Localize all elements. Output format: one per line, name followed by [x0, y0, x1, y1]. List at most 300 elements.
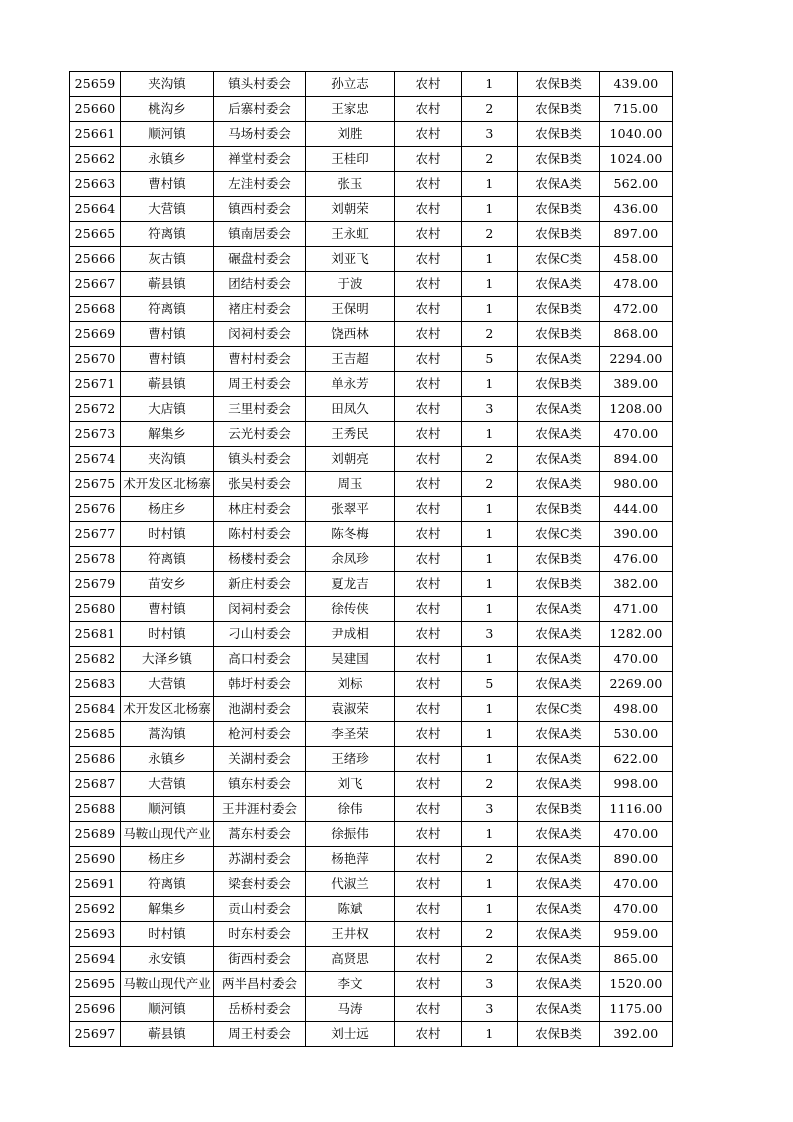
amount-cell: 471.00: [600, 597, 673, 622]
category-cell: 农保A类: [518, 597, 600, 622]
amount-cell: 476.00: [600, 547, 673, 572]
name-cell: 刘亚飞: [306, 247, 395, 272]
village-committee-cell: 镇头村委会: [214, 447, 306, 472]
amount-cell: 1040.00: [600, 122, 673, 147]
amount-cell: 458.00: [600, 247, 673, 272]
village-committee-cell: 池湖村委会: [214, 697, 306, 722]
area-type-cell: 农村: [395, 147, 462, 172]
category-cell: 农保A类: [518, 922, 600, 947]
household-count-cell: 1: [462, 722, 518, 747]
amount-cell: 1208.00: [600, 397, 673, 422]
name-cell: 王吉超: [306, 347, 395, 372]
town-cell: 马鞍山现代产业: [121, 972, 214, 997]
household-count-cell: 3: [462, 397, 518, 422]
town-cell: 符离镇: [121, 297, 214, 322]
town-cell: 大营镇: [121, 197, 214, 222]
area-type-cell: 农村: [395, 547, 462, 572]
table-row: [70, 347, 673, 372]
table-row: [70, 297, 673, 322]
household-count-cell: 1: [462, 247, 518, 272]
amount-cell: 436.00: [600, 197, 673, 222]
name-cell: 周玉: [306, 472, 395, 497]
record-id-cell: 25674: [70, 447, 121, 472]
area-type-cell: 农村: [395, 247, 462, 272]
amount-cell: 389.00: [600, 372, 673, 397]
table-row: [70, 522, 673, 547]
amount-cell: 530.00: [600, 722, 673, 747]
table-row: [70, 947, 673, 972]
amount-cell: 894.00: [600, 447, 673, 472]
village-committee-cell: 马场村委会: [214, 122, 306, 147]
household-count-cell: 3: [462, 972, 518, 997]
name-cell: 吴建国: [306, 647, 395, 672]
town-cell: 桃沟乡: [121, 97, 214, 122]
table-row: [70, 922, 673, 947]
amount-cell: 897.00: [600, 222, 673, 247]
town-cell: 时村镇: [121, 922, 214, 947]
category-cell: 农保B类: [518, 72, 600, 97]
area-type-cell: 农村: [395, 897, 462, 922]
area-type-cell: 农村: [395, 797, 462, 822]
household-count-cell: 2: [462, 222, 518, 247]
category-cell: 农保A类: [518, 722, 600, 747]
category-cell: 农保A类: [518, 422, 600, 447]
household-count-cell: 1: [462, 297, 518, 322]
town-cell: 术开发区北杨寨: [121, 697, 214, 722]
name-cell: 马涛: [306, 997, 395, 1022]
name-cell: 余凤珍: [306, 547, 395, 572]
area-type-cell: 农村: [395, 597, 462, 622]
village-committee-cell: 周王村委会: [214, 372, 306, 397]
village-committee-cell: 周王村委会: [214, 1022, 306, 1047]
area-type-cell: 农村: [395, 122, 462, 147]
amount-cell: 998.00: [600, 772, 673, 797]
amount-cell: 868.00: [600, 322, 673, 347]
category-cell: 农保B类: [518, 222, 600, 247]
amount-cell: 1116.00: [600, 797, 673, 822]
household-count-cell: 2: [462, 322, 518, 347]
amount-cell: 472.00: [600, 297, 673, 322]
amount-cell: 890.00: [600, 847, 673, 872]
table-row: [70, 997, 673, 1022]
name-cell: 刘标: [306, 672, 395, 697]
household-count-cell: 3: [462, 122, 518, 147]
name-cell: 张翠平: [306, 497, 395, 522]
area-type-cell: 农村: [395, 922, 462, 947]
town-cell: 永镇乡: [121, 747, 214, 772]
table-row: [70, 97, 673, 122]
amount-cell: 622.00: [600, 747, 673, 772]
amount-cell: 444.00: [600, 497, 673, 522]
record-id-cell: 25697: [70, 1022, 121, 1047]
record-id-cell: 25666: [70, 247, 121, 272]
name-cell: 袁淑荣: [306, 697, 395, 722]
record-id-cell: 25661: [70, 122, 121, 147]
household-count-cell: 1: [462, 897, 518, 922]
area-type-cell: 农村: [395, 522, 462, 547]
village-committee-cell: 杨楼村委会: [214, 547, 306, 572]
record-id-cell: 25660: [70, 97, 121, 122]
table-row: [70, 972, 673, 997]
village-committee-cell: 苏湖村委会: [214, 847, 306, 872]
name-cell: 高贤思: [306, 947, 395, 972]
amount-cell: 1024.00: [600, 147, 673, 172]
record-id-cell: 25687: [70, 772, 121, 797]
household-count-cell: 1: [462, 822, 518, 847]
household-count-cell: 1: [462, 872, 518, 897]
category-cell: 农保A类: [518, 822, 600, 847]
village-committee-cell: 关湖村委会: [214, 747, 306, 772]
town-cell: 蕲县镇: [121, 272, 214, 297]
village-committee-cell: 陈村村委会: [214, 522, 306, 547]
name-cell: 王井权: [306, 922, 395, 947]
town-cell: 马鞍山现代产业: [121, 822, 214, 847]
amount-cell: 392.00: [600, 1022, 673, 1047]
area-type-cell: 农村: [395, 447, 462, 472]
table-row: [70, 572, 673, 597]
household-count-cell: 1: [462, 647, 518, 672]
town-cell: 曹村镇: [121, 597, 214, 622]
household-count-cell: 2: [462, 147, 518, 172]
name-cell: 单永芳: [306, 372, 395, 397]
household-count-cell: 1: [462, 272, 518, 297]
record-id-cell: 25679: [70, 572, 121, 597]
village-committee-cell: 岳桥村委会: [214, 997, 306, 1022]
table-row: [70, 672, 673, 697]
record-id-cell: 25681: [70, 622, 121, 647]
town-cell: 曹村镇: [121, 322, 214, 347]
name-cell: 李文: [306, 972, 395, 997]
area-type-cell: 农村: [395, 947, 462, 972]
name-cell: 王保明: [306, 297, 395, 322]
record-id-cell: 25683: [70, 672, 121, 697]
amount-cell: 382.00: [600, 572, 673, 597]
village-committee-cell: 左洼村委会: [214, 172, 306, 197]
town-cell: 杨庄乡: [121, 847, 214, 872]
table-row: [70, 897, 673, 922]
table-row: [70, 772, 673, 797]
household-count-cell: 1: [462, 172, 518, 197]
table-row: [70, 547, 673, 572]
name-cell: 陈斌: [306, 897, 395, 922]
name-cell: 饶西林: [306, 322, 395, 347]
town-cell: 苗安乡: [121, 572, 214, 597]
name-cell: 张玉: [306, 172, 395, 197]
town-cell: 曹村镇: [121, 347, 214, 372]
town-cell: 时村镇: [121, 622, 214, 647]
area-type-cell: 农村: [395, 397, 462, 422]
amount-cell: 478.00: [600, 272, 673, 297]
name-cell: 陈冬梅: [306, 522, 395, 547]
name-cell: 王绪珍: [306, 747, 395, 772]
village-committee-cell: 两半昌村委会: [214, 972, 306, 997]
category-cell: 农保C类: [518, 697, 600, 722]
name-cell: 王永虹: [306, 222, 395, 247]
amount-cell: 980.00: [600, 472, 673, 497]
village-committee-cell: 枪河村委会: [214, 722, 306, 747]
category-cell: 农保A类: [518, 647, 600, 672]
record-id-cell: 25676: [70, 497, 121, 522]
household-count-cell: 1: [462, 422, 518, 447]
category-cell: 农保B类: [518, 97, 600, 122]
record-id-cell: 25684: [70, 697, 121, 722]
name-cell: 刘朝荣: [306, 197, 395, 222]
category-cell: 农保A类: [518, 472, 600, 497]
name-cell: 徐传侠: [306, 597, 395, 622]
amount-cell: 498.00: [600, 697, 673, 722]
name-cell: 王桂印: [306, 147, 395, 172]
amount-cell: 1175.00: [600, 997, 673, 1022]
category-cell: 农保B类: [518, 1022, 600, 1047]
name-cell: 徐振伟: [306, 822, 395, 847]
category-cell: 农保A类: [518, 772, 600, 797]
household-count-cell: 1: [462, 372, 518, 397]
village-committee-cell: 高口村委会: [214, 647, 306, 672]
town-cell: 灰古镇: [121, 247, 214, 272]
record-id-cell: 25695: [70, 972, 121, 997]
record-id-cell: 25672: [70, 397, 121, 422]
table-row: [70, 172, 673, 197]
category-cell: 农保A类: [518, 447, 600, 472]
village-committee-cell: 闵祠村委会: [214, 597, 306, 622]
area-type-cell: 农村: [395, 997, 462, 1022]
record-id-cell: 25682: [70, 647, 121, 672]
town-cell: 大泽乡镇: [121, 647, 214, 672]
village-committee-cell: 镇头村委会: [214, 72, 306, 97]
record-id-cell: 25667: [70, 272, 121, 297]
area-type-cell: 农村: [395, 822, 462, 847]
category-cell: 农保B类: [518, 572, 600, 597]
table-row: [70, 797, 673, 822]
area-type-cell: 农村: [395, 172, 462, 197]
table-row: [70, 397, 673, 422]
area-type-cell: 农村: [395, 697, 462, 722]
town-cell: 顺河镇: [121, 122, 214, 147]
household-count-cell: 1: [462, 197, 518, 222]
area-type-cell: 农村: [395, 297, 462, 322]
amount-cell: 715.00: [600, 97, 673, 122]
town-cell: 蕲县镇: [121, 1022, 214, 1047]
village-committee-cell: 蒿东村委会: [214, 822, 306, 847]
amount-cell: 959.00: [600, 922, 673, 947]
town-cell: 永安镇: [121, 947, 214, 972]
household-count-cell: 2: [462, 947, 518, 972]
record-id-cell: 25692: [70, 897, 121, 922]
category-cell: 农保A类: [518, 622, 600, 647]
table-row: [70, 422, 673, 447]
amount-cell: 865.00: [600, 947, 673, 972]
category-cell: 农保B类: [518, 797, 600, 822]
town-cell: 蒿沟镇: [121, 722, 214, 747]
category-cell: 农保A类: [518, 397, 600, 422]
area-type-cell: 农村: [395, 772, 462, 797]
table-row: [70, 222, 673, 247]
table-row: [70, 372, 673, 397]
category-cell: 农保C类: [518, 522, 600, 547]
area-type-cell: 农村: [395, 372, 462, 397]
village-committee-cell: 王井涯村委会: [214, 797, 306, 822]
table-row: [70, 647, 673, 672]
household-count-cell: 2: [462, 447, 518, 472]
household-count-cell: 3: [462, 622, 518, 647]
category-cell: 农保A类: [518, 947, 600, 972]
area-type-cell: 农村: [395, 672, 462, 697]
area-type-cell: 农村: [395, 497, 462, 522]
record-id-cell: 25694: [70, 947, 121, 972]
category-cell: 农保A类: [518, 747, 600, 772]
record-id-cell: 25693: [70, 922, 121, 947]
table-row: [70, 847, 673, 872]
category-cell: 农保B类: [518, 197, 600, 222]
table-row: [70, 722, 673, 747]
area-type-cell: 农村: [395, 197, 462, 222]
record-id-cell: 25664: [70, 197, 121, 222]
household-count-cell: 1: [462, 1022, 518, 1047]
table-row: [70, 147, 673, 172]
name-cell: 刘胜: [306, 122, 395, 147]
name-cell: 尹成相: [306, 622, 395, 647]
household-count-cell: 1: [462, 522, 518, 547]
name-cell: 杨艳萍: [306, 847, 395, 872]
amount-cell: 1520.00: [600, 972, 673, 997]
table-row: [70, 697, 673, 722]
area-type-cell: 农村: [395, 622, 462, 647]
area-type-cell: 农村: [395, 422, 462, 447]
record-id-cell: 25688: [70, 797, 121, 822]
table-row: [70, 747, 673, 772]
amount-cell: 1282.00: [600, 622, 673, 647]
category-cell: 农保C类: [518, 247, 600, 272]
household-count-cell: 2: [462, 472, 518, 497]
amount-cell: 470.00: [600, 822, 673, 847]
amount-cell: 439.00: [600, 72, 673, 97]
household-count-cell: 5: [462, 672, 518, 697]
town-cell: 符离镇: [121, 872, 214, 897]
town-cell: 曹村镇: [121, 172, 214, 197]
record-id-cell: 25689: [70, 822, 121, 847]
town-cell: 解集乡: [121, 897, 214, 922]
village-committee-cell: 三里村委会: [214, 397, 306, 422]
category-cell: 农保B类: [518, 322, 600, 347]
amount-cell: 562.00: [600, 172, 673, 197]
village-committee-cell: 镇东村委会: [214, 772, 306, 797]
village-committee-cell: 梁套村委会: [214, 872, 306, 897]
town-cell: 时村镇: [121, 522, 214, 547]
village-committee-cell: 镇西村委会: [214, 197, 306, 222]
town-cell: 符离镇: [121, 547, 214, 572]
amount-cell: 2269.00: [600, 672, 673, 697]
town-cell: 夹沟镇: [121, 447, 214, 472]
village-committee-cell: 曹村村委会: [214, 347, 306, 372]
village-committee-cell: 闵祠村委会: [214, 322, 306, 347]
town-cell: 永镇乡: [121, 147, 214, 172]
area-type-cell: 农村: [395, 647, 462, 672]
name-cell: 徐伟: [306, 797, 395, 822]
category-cell: 农保B类: [518, 297, 600, 322]
record-id-cell: 25677: [70, 522, 121, 547]
category-cell: 农保A类: [518, 847, 600, 872]
record-id-cell: 25685: [70, 722, 121, 747]
category-cell: 农保B类: [518, 547, 600, 572]
area-type-cell: 农村: [395, 972, 462, 997]
area-type-cell: 农村: [395, 872, 462, 897]
category-cell: 农保B类: [518, 147, 600, 172]
category-cell: 农保A类: [518, 272, 600, 297]
town-cell: 蕲县镇: [121, 372, 214, 397]
category-cell: 农保A类: [518, 672, 600, 697]
town-cell: 术开发区北杨寨: [121, 472, 214, 497]
record-id-cell: 25696: [70, 997, 121, 1022]
record-id-cell: 25671: [70, 372, 121, 397]
table-row: [70, 197, 673, 222]
table-row: [70, 822, 673, 847]
household-count-cell: 2: [462, 97, 518, 122]
village-committee-cell: 张吴村委会: [214, 472, 306, 497]
record-id-cell: 25668: [70, 297, 121, 322]
record-id-cell: 25675: [70, 472, 121, 497]
household-count-cell: 1: [462, 697, 518, 722]
table-row: [70, 122, 673, 147]
area-type-cell: 农村: [395, 347, 462, 372]
amount-cell: 470.00: [600, 897, 673, 922]
household-count-cell: 3: [462, 797, 518, 822]
record-id-cell: 25669: [70, 322, 121, 347]
household-count-cell: 1: [462, 747, 518, 772]
area-type-cell: 农村: [395, 572, 462, 597]
name-cell: 刘朝亮: [306, 447, 395, 472]
record-id-cell: 25659: [70, 72, 121, 97]
table-row: [70, 1022, 673, 1047]
area-type-cell: 农村: [395, 272, 462, 297]
table-row: [70, 272, 673, 297]
name-cell: 刘士远: [306, 1022, 395, 1047]
amount-cell: 470.00: [600, 872, 673, 897]
area-type-cell: 农村: [395, 472, 462, 497]
table-row: [70, 622, 673, 647]
record-id-cell: 25678: [70, 547, 121, 572]
village-committee-cell: 林庄村委会: [214, 497, 306, 522]
town-cell: 符离镇: [121, 222, 214, 247]
records-table: [69, 71, 673, 1047]
records-table-body: [70, 72, 673, 1047]
village-committee-cell: 碾盘村委会: [214, 247, 306, 272]
table-row: [70, 497, 673, 522]
table-row: [70, 472, 673, 497]
amount-cell: 470.00: [600, 647, 673, 672]
record-id-cell: 25680: [70, 597, 121, 622]
village-committee-cell: 韩圩村委会: [214, 672, 306, 697]
record-id-cell: 25690: [70, 847, 121, 872]
table-row: [70, 872, 673, 897]
town-cell: 顺河镇: [121, 997, 214, 1022]
town-cell: 夹沟镇: [121, 72, 214, 97]
area-type-cell: 农村: [395, 847, 462, 872]
village-committee-cell: 后寨村委会: [214, 97, 306, 122]
category-cell: 农保B类: [518, 122, 600, 147]
household-count-cell: 1: [462, 72, 518, 97]
town-cell: 顺河镇: [121, 797, 214, 822]
record-id-cell: 25673: [70, 422, 121, 447]
category-cell: 农保A类: [518, 897, 600, 922]
village-committee-cell: 禅堂村委会: [214, 147, 306, 172]
village-committee-cell: 街西村委会: [214, 947, 306, 972]
name-cell: 田凤久: [306, 397, 395, 422]
name-cell: 于波: [306, 272, 395, 297]
name-cell: 孙立志: [306, 72, 395, 97]
name-cell: 代淑兰: [306, 872, 395, 897]
record-id-cell: 25662: [70, 147, 121, 172]
category-cell: 农保A类: [518, 172, 600, 197]
